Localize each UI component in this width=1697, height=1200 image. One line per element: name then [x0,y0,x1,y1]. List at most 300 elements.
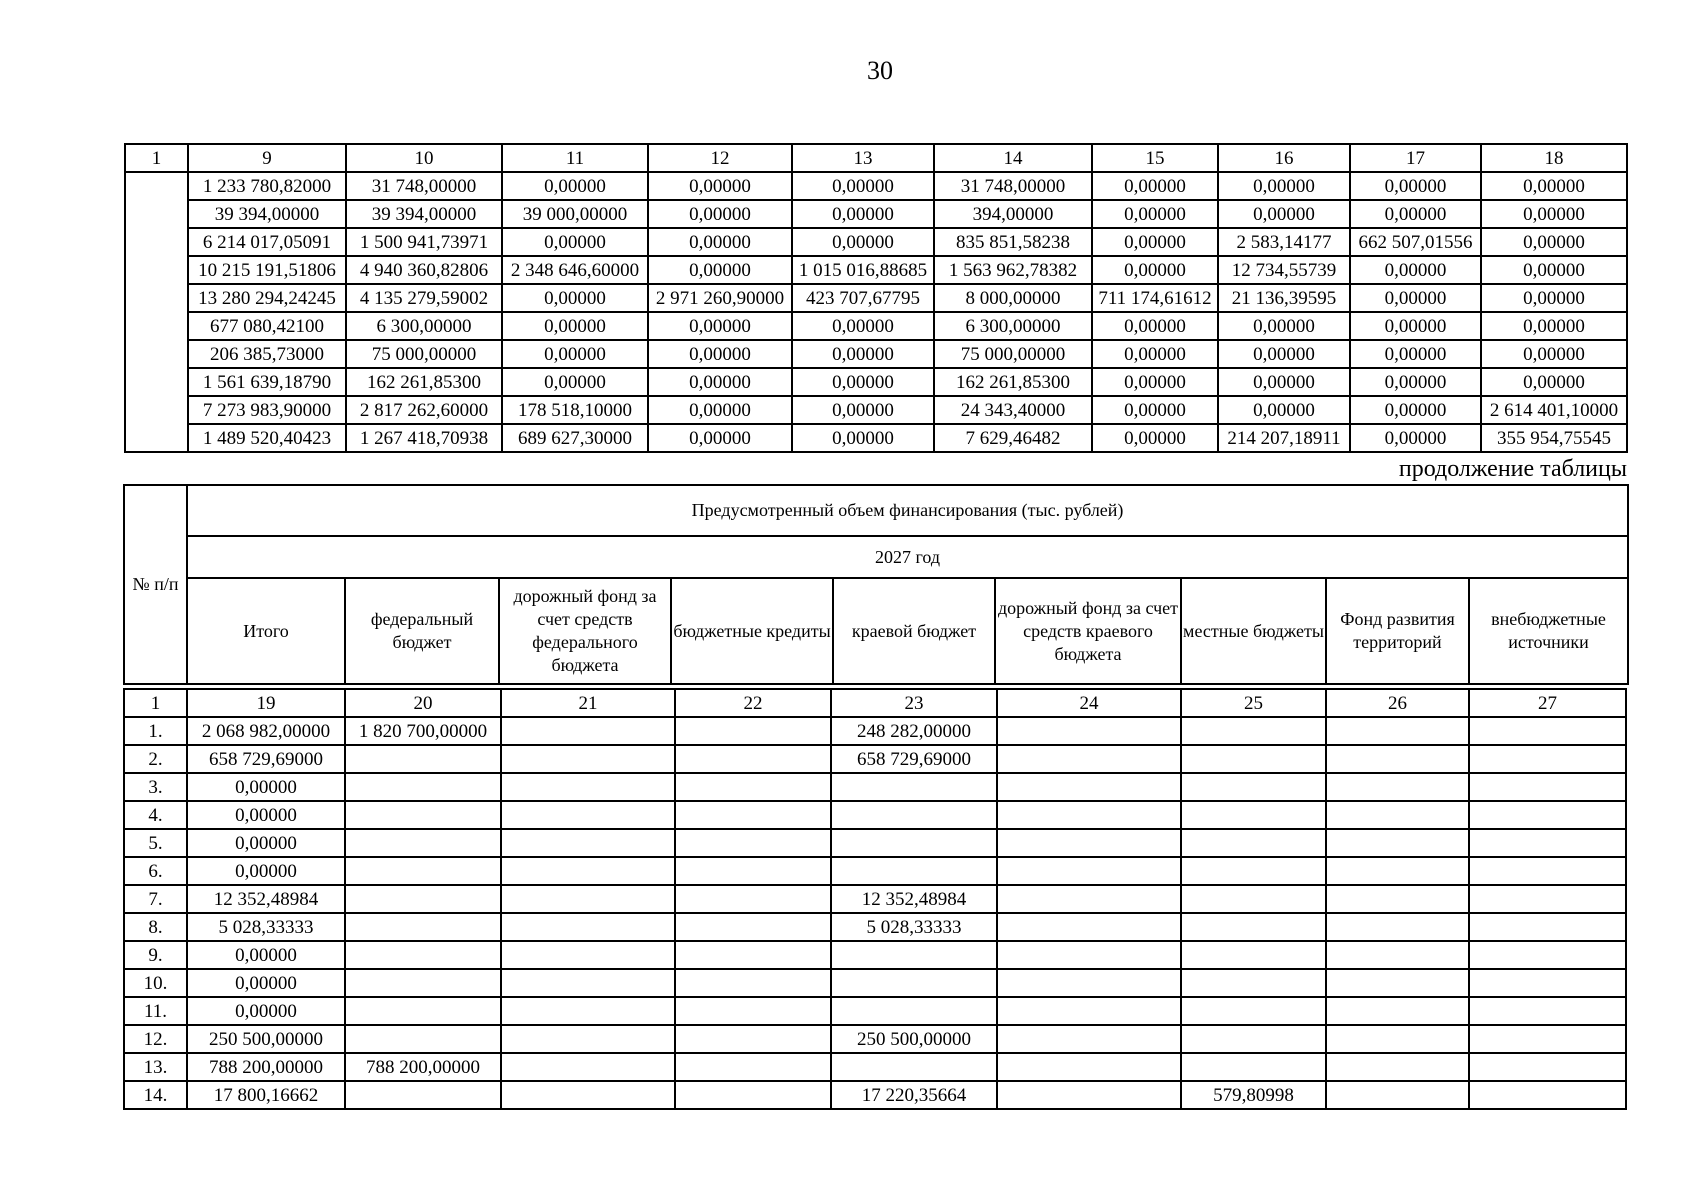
table-cell: 31 748,00000 [934,172,1092,200]
table-cell [997,1053,1181,1081]
table-row [124,997,1626,1025]
table-cell [1326,1081,1469,1109]
table-row [124,857,1626,885]
table-cell: 835 851,58238 [934,228,1092,256]
table-cell: 355 954,75545 [1481,424,1627,452]
table-cell [345,801,501,829]
row-number: 12. [124,1025,187,1053]
table-cell: 0,00000 [1350,172,1481,200]
table-cell: 178 518,10000 [502,396,648,424]
table-cell: 0,00000 [1092,228,1218,256]
column-number: 14 [934,144,1092,172]
table-cell: 0,00000 [1218,312,1350,340]
table-cell [831,773,997,801]
table-cell: 662 507,01556 [1350,228,1481,256]
table-cell: 0,00000 [1481,312,1627,340]
table-row [125,200,1627,228]
table-cell [345,857,501,885]
table-cell [1181,745,1326,773]
table-cell [997,941,1181,969]
table-cell: 7 273 983,90000 [188,396,346,424]
table-cell [501,773,675,801]
row-number-cell [125,172,188,452]
table-cell [501,885,675,913]
table-cell [997,1081,1181,1109]
table-cell [345,1081,501,1109]
table-cell [997,997,1181,1025]
table-cell [1326,801,1469,829]
table-cell: 0,00000 [1350,368,1481,396]
table-cell [501,745,675,773]
table-cell: 0,00000 [1350,284,1481,312]
table-cell: 0,00000 [1218,368,1350,396]
table-cell [675,745,831,773]
table-cell [831,829,997,857]
table-cell [997,829,1181,857]
table-cell: 21 136,39595 [1218,284,1350,312]
table-row [125,396,1627,424]
table-cell [501,829,675,857]
table-cell: 1 233 780,82000 [188,172,346,200]
row-number: 5. [124,829,187,857]
table-cell: 1 015 016,88685 [792,256,934,284]
table-cell [997,745,1181,773]
table-cell: 0,00000 [648,312,792,340]
table-cell [345,913,501,941]
column-header: федеральный бюджет [345,578,499,684]
table-row [125,228,1627,256]
table-cell: 0,00000 [1218,172,1350,200]
table-cell [1326,969,1469,997]
row-number: 4. [124,801,187,829]
table-cell: 206 385,73000 [188,340,346,368]
row-number: 2. [124,745,187,773]
table-cell [1181,969,1326,997]
table-cell: 0,00000 [792,200,934,228]
table-cell [501,717,675,745]
table-cell [1181,1053,1326,1081]
table-cell [675,885,831,913]
table-cell [1326,829,1469,857]
table-cell: 5 028,33333 [831,913,997,941]
table-cell: 6 214 017,05091 [188,228,346,256]
funding-header: Предусмотренный объем финансирования (тыс. рублей) [187,485,1628,536]
column-number: 19 [187,689,345,717]
table-cell [997,857,1181,885]
table-cell [345,885,501,913]
table-cell [675,969,831,997]
table-cell [831,857,997,885]
table-cell: 0,00000 [187,773,345,801]
table-row [124,1053,1626,1081]
table-cell [1181,717,1326,745]
table-cell: 0,00000 [792,172,934,200]
table-cell: 658 729,69000 [831,745,997,773]
table-cell [501,857,675,885]
table-cell [997,773,1181,801]
row-number: 13. [124,1053,187,1081]
table-cell [1181,857,1326,885]
table-cell: 17 220,35664 [831,1081,997,1109]
table-cell [1469,941,1626,969]
financing-table-top [124,143,1628,453]
table-cell: 1 563 962,78382 [934,256,1092,284]
table-cell [1326,1025,1469,1053]
table-cell: 0,00000 [648,228,792,256]
column-number: 21 [501,689,675,717]
column-number: 15 [1092,144,1218,172]
table-row [124,913,1626,941]
table-cell: 0,00000 [1092,172,1218,200]
table-cell [1326,773,1469,801]
table-cell: 75 000,00000 [346,340,502,368]
table-cell: 8 000,00000 [934,284,1092,312]
table-cell [1326,1053,1469,1081]
row-number: 10. [124,969,187,997]
column-number: 10 [346,144,502,172]
table-cell: 39 000,00000 [502,200,648,228]
table-cell [997,969,1181,997]
column-header: Фонд развития территорий [1326,578,1469,684]
column-number: 1 [125,144,188,172]
table-cell [501,997,675,1025]
table-cell [345,745,501,773]
table-cell [1181,913,1326,941]
table-cell [675,1053,831,1081]
table-cell: 0,00000 [792,396,934,424]
table-cell: 0,00000 [648,340,792,368]
table-cell [675,1025,831,1053]
column-header: бюджетные кредиты [671,578,833,684]
table-cell [675,1081,831,1109]
table-row [124,773,1626,801]
table-cell: 0,00000 [187,969,345,997]
table-cell: 2 971 260,90000 [648,284,792,312]
table-cell: 0,00000 [1350,424,1481,452]
table-cell: 1 820 700,00000 [345,717,501,745]
table-cell: 1 500 941,73971 [346,228,502,256]
table-cell [1181,773,1326,801]
table-cell [1326,913,1469,941]
table-cell [675,913,831,941]
column-number: 13 [792,144,934,172]
table-cell [501,1081,675,1109]
table-cell: 4 135 279,59002 [346,284,502,312]
row-number-header: № п/п [124,485,187,684]
table-cell [1469,801,1626,829]
table-cell: 0,00000 [1350,340,1481,368]
table-cell [831,941,997,969]
column-number: 17 [1350,144,1481,172]
table-cell: 0,00000 [648,200,792,228]
table-cell: 6 300,00000 [346,312,502,340]
column-number: 12 [648,144,792,172]
table-row [124,941,1626,969]
table-cell [675,717,831,745]
table-row [124,829,1626,857]
column-number: 11 [502,144,648,172]
table-cell [345,773,501,801]
table-cell: 10 215 191,51806 [188,256,346,284]
table-cell: 24 343,40000 [934,396,1092,424]
table-cell [1469,773,1626,801]
table-row [124,1025,1626,1053]
table-cell [1326,885,1469,913]
table-cell: 2 583,14177 [1218,228,1350,256]
table-cell: 13 280 294,24245 [188,284,346,312]
table-cell [675,773,831,801]
table-row [125,172,1627,200]
table-cell: 0,00000 [1481,284,1627,312]
table-cell: 250 500,00000 [831,1025,997,1053]
table-row [125,368,1627,396]
row-number: 7. [124,885,187,913]
table-cell: 0,00000 [187,829,345,857]
table-cell: 0,00000 [1092,256,1218,284]
table-cell [1469,1025,1626,1053]
table-cell [1469,997,1626,1025]
table-row [125,256,1627,284]
row-number: 1. [124,717,187,745]
table-cell [345,969,501,997]
table-cell: 0,00000 [187,997,345,1025]
column-header: краевой бюджет [833,578,995,684]
table-cell [1181,941,1326,969]
table-cell: 0,00000 [648,368,792,396]
financing-table-2027 [123,688,1627,1110]
table-cell: 0,00000 [502,312,648,340]
table-cell: 12 352,48984 [831,885,997,913]
table-cell: 0,00000 [1481,340,1627,368]
table-cell: 0,00000 [187,941,345,969]
row-number: 3. [124,773,187,801]
table-cell: 4 940 360,82806 [346,256,502,284]
table-cell: 0,00000 [648,424,792,452]
table-cell: 0,00000 [648,172,792,200]
table-cell: 162 261,85300 [346,368,502,396]
table-cell: 0,00000 [792,312,934,340]
column-number: 24 [997,689,1181,717]
table-cell: 0,00000 [502,172,648,200]
table-cell: 0,00000 [1092,424,1218,452]
table-cell [997,801,1181,829]
table-cell [1181,997,1326,1025]
table-cell: 0,00000 [1481,172,1627,200]
table-cell [501,801,675,829]
table-cell: 711 174,61612 [1092,284,1218,312]
table-cell: 39 394,00000 [188,200,346,228]
table-cell [1469,745,1626,773]
table-row [124,1081,1626,1109]
financing-table-header [123,484,1629,685]
table-cell: 6 300,00000 [934,312,1092,340]
table-cell [345,1025,501,1053]
column-number: 16 [1218,144,1350,172]
table-row [125,284,1627,312]
table-cell: 658 729,69000 [187,745,345,773]
table-cell: 162 261,85300 [934,368,1092,396]
table-cell: 0,00000 [1350,396,1481,424]
year-header: 2027 год [187,536,1628,578]
table-cell [345,941,501,969]
table-cell: 1 267 418,70938 [346,424,502,452]
column-number: 25 [1181,689,1326,717]
table-cell [831,801,997,829]
table-cell: 0,00000 [648,256,792,284]
table-cell: 0,00000 [1092,340,1218,368]
table-cell: 12 734,55739 [1218,256,1350,284]
table-cell [501,1025,675,1053]
table-cell: 0,00000 [1092,312,1218,340]
row-number: 6. [124,857,187,885]
table-cell: 0,00000 [187,857,345,885]
table-cell [1326,717,1469,745]
table-cell: 0,00000 [1350,200,1481,228]
table-cell: 12 352,48984 [187,885,345,913]
table-cell: 2 614 401,10000 [1481,396,1627,424]
table-cell: 0,00000 [1350,312,1481,340]
table-cell [675,801,831,829]
table-cell [1181,1025,1326,1053]
table-cell: 0,00000 [502,368,648,396]
table-cell: 2 348 646,60000 [502,256,648,284]
table-cell: 0,00000 [1218,200,1350,228]
table-cell [1469,969,1626,997]
table-cell: 0,00000 [648,396,792,424]
column-number: 20 [345,689,501,717]
table-cell: 0,00000 [502,228,648,256]
table-cell [831,1053,997,1081]
column-number: 23 [831,689,997,717]
table-cell: 689 627,30000 [502,424,648,452]
table-cell: 248 282,00000 [831,717,997,745]
table-cell [831,969,997,997]
table-cell [997,717,1181,745]
table-cell: 423 707,67795 [792,284,934,312]
table-cell: 0,00000 [792,424,934,452]
table-cell [1469,885,1626,913]
table-cell: 0,00000 [502,284,648,312]
table-cell: 214 207,18911 [1218,424,1350,452]
table-cell [1326,745,1469,773]
column-header: внебюджетные источники [1469,578,1628,684]
table-cell: 75 000,00000 [934,340,1092,368]
table-cell: 7 629,46482 [934,424,1092,452]
table-row [125,340,1627,368]
column-number: 9 [188,144,346,172]
table-cell [501,941,675,969]
table-cell: 0,00000 [1481,228,1627,256]
column-header: дорожный фонд за счет средств краевого бюджета [995,578,1181,684]
table-cell [675,941,831,969]
table-cell: 31 748,00000 [346,172,502,200]
table-row [125,424,1627,452]
table-cell [831,997,997,1025]
table-row [124,745,1626,773]
table-cell [1469,829,1626,857]
table-cell: 0,00000 [1481,368,1627,396]
table-cell: 0,00000 [1218,340,1350,368]
table-cell [1181,829,1326,857]
table-cell: 0,00000 [1092,396,1218,424]
table-cell: 2 068 982,00000 [187,717,345,745]
table-cell [1469,717,1626,745]
table-cell [1469,1081,1626,1109]
table-cell: 788 200,00000 [187,1053,345,1081]
page-number: 30 [867,56,893,85]
table-cell [997,913,1181,941]
column-header: дорожный фонд за счет средств федерального бюджета [499,578,671,684]
table-cell [1181,885,1326,913]
table-cell [675,857,831,885]
row-number: 14. [124,1081,187,1109]
table-cell: 0,00000 [792,228,934,256]
table-cell [997,1025,1181,1053]
table-cell: 0,00000 [792,340,934,368]
table-cell: 0,00000 [502,340,648,368]
table-header-row [124,689,1626,717]
table-cell [1181,801,1326,829]
continuation-label: продолжение таблицы [1398,456,1627,482]
table-cell: 0,00000 [1092,368,1218,396]
table-cell [1326,941,1469,969]
table-cell: 0,00000 [187,801,345,829]
column-number: 27 [1469,689,1626,717]
table-cell [1326,857,1469,885]
table-cell [1326,997,1469,1025]
table-cell: 2 817 262,60000 [346,396,502,424]
table-cell: 579,80998 [1181,1081,1326,1109]
table-cell: 0,00000 [1481,200,1627,228]
column-number: 22 [675,689,831,717]
table-row [124,969,1626,997]
column-number: 1 [124,689,187,717]
row-number: 11. [124,997,187,1025]
table-cell: 0,00000 [792,368,934,396]
row-number: 8. [124,913,187,941]
row-number: 9. [124,941,187,969]
table-row [124,885,1626,913]
table-cell [1469,1053,1626,1081]
table-cell: 0,00000 [1350,256,1481,284]
table-row [124,717,1626,745]
table-cell: 17 800,16662 [187,1081,345,1109]
table-cell: 788 200,00000 [345,1053,501,1081]
table-cell [1469,913,1626,941]
table-row [124,801,1626,829]
table-cell [345,829,501,857]
table-cell: 677 080,42100 [188,312,346,340]
column-number: 18 [1481,144,1627,172]
table-cell [997,885,1181,913]
table-cell: 394,00000 [934,200,1092,228]
table-cell: 5 028,33333 [187,913,345,941]
table-cell [501,913,675,941]
column-header: местные бюджеты [1181,578,1326,684]
table-cell [345,997,501,1025]
table-cell: 1 489 520,40423 [188,424,346,452]
column-number: 26 [1326,689,1469,717]
table-cell [501,969,675,997]
table-cell [1469,857,1626,885]
column-header: Итого [187,578,345,684]
table-cell: 0,00000 [1218,396,1350,424]
table-cell: 39 394,00000 [346,200,502,228]
table-cell [675,997,831,1025]
table-header-row [125,144,1627,172]
table-cell: 0,00000 [1092,200,1218,228]
table-cell: 0,00000 [1481,256,1627,284]
